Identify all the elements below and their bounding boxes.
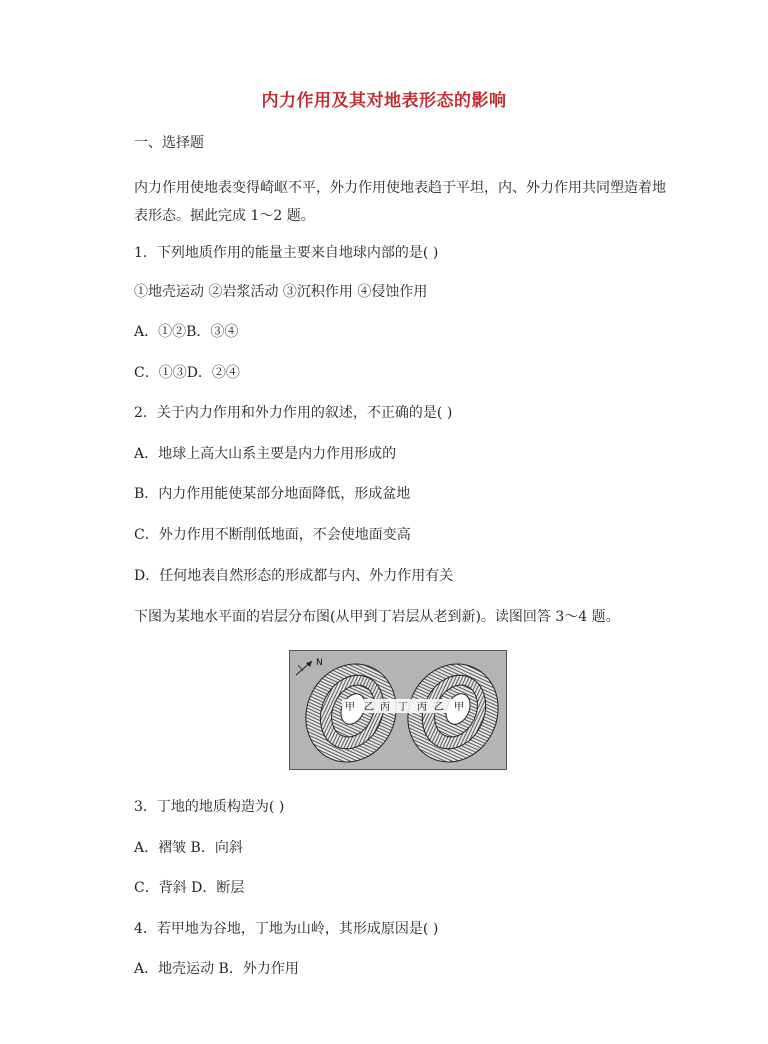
question-1-option-cd: C．①③D．②④ — [134, 365, 240, 381]
question-4-option-ab: A．地壳运动 B．外力作用 — [134, 961, 299, 977]
label-jia-left: 甲 — [345, 702, 355, 713]
question-1-option-ab: A．①②B．③④ — [134, 324, 239, 340]
question-2-option-c: C．外力作用不断削低地面，不会使地面变高 — [134, 527, 411, 543]
label-bing-right: 丙 — [417, 702, 427, 713]
north-label: N — [316, 658, 323, 668]
question-3-stem: 3．丁地的地质构造为( ) — [134, 799, 285, 815]
label-yi-right: 乙 — [434, 702, 444, 713]
question-2-option-d: D．任何地表自然形态的形成都与内、外力作用有关 — [134, 568, 454, 584]
section-heading: 一、选择题 — [134, 135, 204, 151]
question-1-items: ①地壳运动 ②岩浆活动 ③沉积作用 ④侵蚀作用 — [134, 284, 428, 300]
question-4-stem: 4．若甲地为谷地，丁地为山岭，其形成原因是( ) — [134, 921, 439, 937]
label-bing-left: 丙 — [380, 702, 390, 713]
label-jia-right: 甲 — [454, 702, 464, 713]
label-yi-left: 乙 — [364, 702, 374, 713]
question-2-option-a: A．地球上高大山系主要是内力作用形成的 — [134, 446, 397, 462]
figure-intro: 下图为某地水平面的岩层分布图(从甲到丁岩层从老到新)。读图回答 3～4 题。 — [134, 609, 620, 625]
label-ding-center: 丁 — [398, 702, 408, 713]
question-1-stem: 1．下列地质作用的能量主要来自地球内部的是( ) — [134, 245, 439, 261]
question-2-option-b: B．内力作用能使某部分地面降低，形成盆地 — [134, 486, 411, 502]
question-3-option-cd: C．背斜 D．断层 — [134, 880, 245, 896]
north-arrow-icon — [296, 661, 312, 675]
question-3-option-ab: A．褶皱 B．向斜 — [134, 840, 243, 856]
intro-paragraph: 内力作用使地表变得崎岖不平，外力作用使地表趋于平坦，内、外力作用共同塑造着地表形态。据此完成 1～2 题。 — [134, 180, 666, 224]
page-title: 内力作用及其对地表形态的影响 — [261, 91, 507, 111]
question-2-stem: 2．关于内力作用和外力作用的叙述，不正确的是( ) — [134, 405, 453, 421]
rock-layer-map — [289, 650, 507, 770]
